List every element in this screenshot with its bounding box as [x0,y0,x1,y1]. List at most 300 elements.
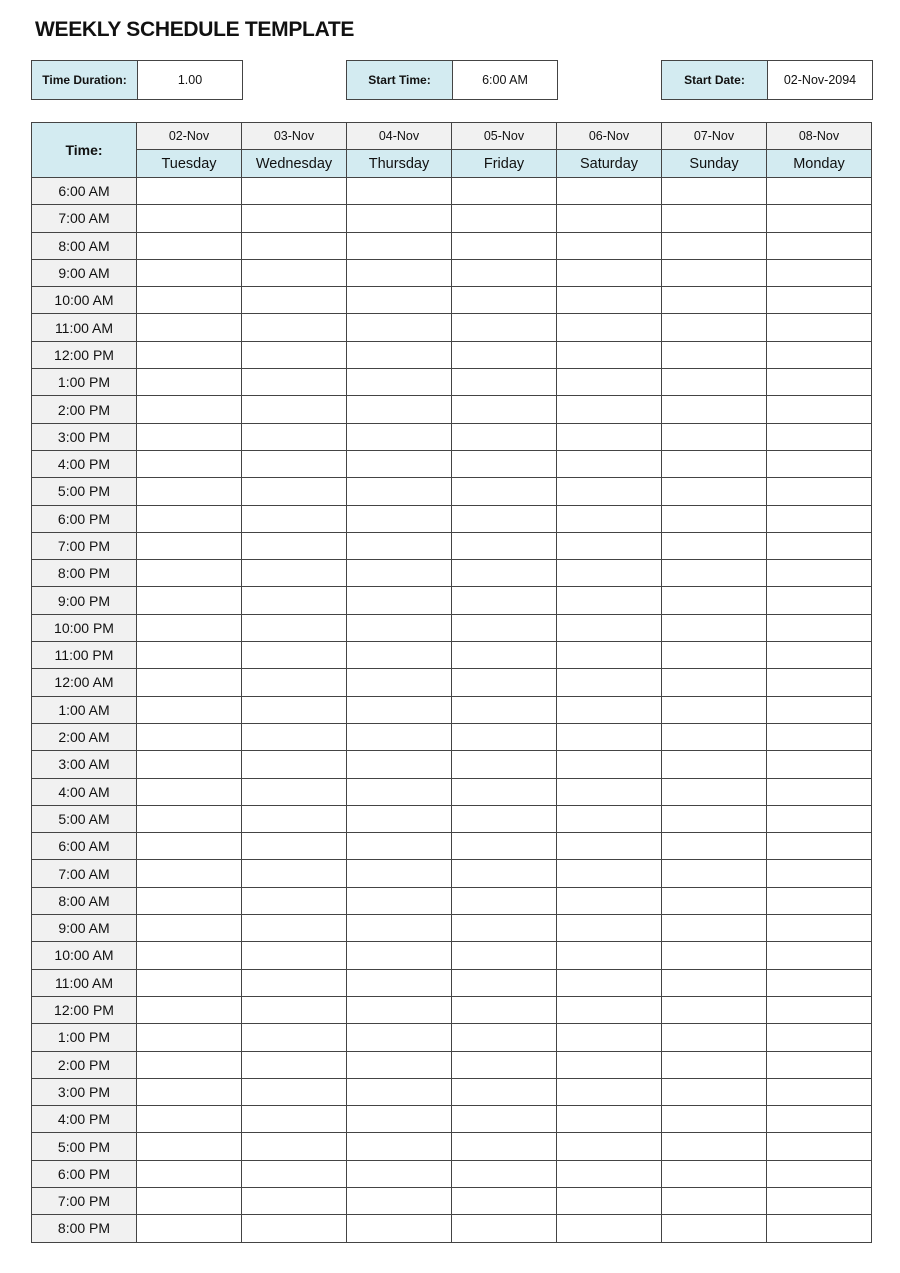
schedule-cell[interactable] [767,642,872,669]
schedule-cell[interactable] [767,314,872,341]
schedule-cell[interactable] [242,560,347,587]
schedule-cell[interactable] [137,642,242,669]
schedule-cell[interactable] [242,232,347,259]
schedule-cell[interactable] [662,942,767,969]
schedule-cell[interactable] [452,969,557,996]
schedule-cell[interactable] [452,642,557,669]
schedule-cell[interactable] [662,450,767,477]
table-row [32,969,872,996]
schedule-cell[interactable] [242,1078,347,1105]
schedule-cell[interactable] [557,314,662,341]
schedule-cell[interactable] [347,341,452,368]
schedule-cell[interactable] [137,560,242,587]
schedule-cell[interactable] [662,587,767,614]
schedule-cell[interactable] [137,723,242,750]
schedule-cell[interactable] [662,1051,767,1078]
schedule-cell[interactable] [767,178,872,205]
schedule-cell[interactable] [557,833,662,860]
schedule-cell[interactable] [452,450,557,477]
schedule-cell[interactable] [242,341,347,368]
schedule-cell[interactable] [242,723,347,750]
schedule-cell[interactable] [137,942,242,969]
schedule-cell[interactable] [242,314,347,341]
schedule-cell[interactable] [452,587,557,614]
schedule-cell[interactable] [662,1215,767,1242]
schedule-cell[interactable] [347,778,452,805]
schedule-cell[interactable] [242,505,347,532]
schedule-cell[interactable] [767,669,872,696]
schedule-cell[interactable] [137,1078,242,1105]
schedule-cell[interactable] [767,450,872,477]
schedule-cell[interactable] [662,532,767,559]
schedule-cell[interactable] [242,1133,347,1160]
day-header: Thursday [347,150,452,178]
schedule-cell[interactable] [242,669,347,696]
schedule-cell[interactable] [242,778,347,805]
schedule-cell[interactable] [767,915,872,942]
schedule-cell[interactable] [347,232,452,259]
schedule-cell[interactable] [347,450,452,477]
day-header: Friday [452,150,557,178]
schedule-cell[interactable] [137,450,242,477]
schedule-cell[interactable] [767,833,872,860]
schedule-cell[interactable] [452,1215,557,1242]
schedule-cell[interactable] [557,860,662,887]
schedule-cell[interactable] [137,614,242,641]
schedule-cell[interactable] [347,423,452,450]
schedule-cell[interactable] [137,1215,242,1242]
table-row [32,587,872,614]
schedule-cell[interactable] [557,942,662,969]
schedule-cell[interactable] [242,1215,347,1242]
schedule-cell[interactable] [557,259,662,286]
schedule-cell[interactable] [242,369,347,396]
date-header: 06-Nov [557,123,662,150]
schedule-cell[interactable] [242,1160,347,1187]
schedule-cell[interactable] [452,1133,557,1160]
schedule-cell[interactable] [557,696,662,723]
schedule-cell[interactable] [137,669,242,696]
schedule-cell[interactable] [242,478,347,505]
start-date-value[interactable]: 02-Nov-2094 [768,61,872,99]
schedule-cell[interactable] [137,178,242,205]
day-header: Monday [767,150,872,178]
table-row [32,232,872,259]
schedule-cell[interactable] [347,614,452,641]
schedule-cell[interactable] [767,1133,872,1160]
schedule-cell[interactable] [137,505,242,532]
schedule-cell[interactable] [242,178,347,205]
schedule-cell[interactable] [347,532,452,559]
schedule-cell[interactable] [452,723,557,750]
schedule-cell[interactable] [662,1187,767,1214]
schedule-cell[interactable] [242,887,347,914]
schedule-cell[interactable] [242,450,347,477]
schedule-cell[interactable] [767,369,872,396]
schedule-cell[interactable] [557,1187,662,1214]
schedule-cell[interactable] [557,969,662,996]
schedule-cell[interactable] [347,805,452,832]
schedule-cell[interactable] [347,205,452,232]
schedule-cell[interactable] [662,614,767,641]
schedule-cell[interactable] [767,778,872,805]
schedule-cell[interactable] [347,314,452,341]
schedule-cell[interactable] [347,915,452,942]
schedule-cell[interactable] [347,1133,452,1160]
schedule-cell[interactable] [452,751,557,778]
schedule-cell[interactable] [452,287,557,314]
schedule-cell[interactable] [662,751,767,778]
schedule-cell[interactable] [242,1187,347,1214]
schedule-cell[interactable] [767,614,872,641]
schedule-cell[interactable] [242,614,347,641]
schedule-cell[interactable] [137,1051,242,1078]
schedule-cell[interactable] [767,751,872,778]
time-slot-label: 6:00 PM [32,505,137,532]
schedule-cell[interactable] [557,178,662,205]
schedule-cell[interactable] [662,1024,767,1051]
schedule-cell[interactable] [242,969,347,996]
schedule-cell[interactable] [557,205,662,232]
time-slot-label: 5:00 PM [32,1133,137,1160]
schedule-cell[interactable] [662,341,767,368]
schedule-cell[interactable] [347,669,452,696]
schedule-cell[interactable] [767,1078,872,1105]
schedule-cell[interactable] [662,1106,767,1133]
schedule-cell[interactable] [557,1160,662,1187]
schedule-cell[interactable] [557,1106,662,1133]
schedule-cell[interactable] [347,587,452,614]
schedule-cell[interactable] [767,1215,872,1242]
schedule-cell[interactable] [557,751,662,778]
schedule-cell[interactable] [452,259,557,286]
schedule-cell[interactable] [557,1215,662,1242]
schedule-cell[interactable] [347,860,452,887]
schedule-cell[interactable] [137,478,242,505]
schedule-cell[interactable] [452,996,557,1023]
schedule-cell[interactable] [767,396,872,423]
schedule-cell[interactable] [452,614,557,641]
schedule-cell[interactable] [347,396,452,423]
schedule-cell[interactable] [452,1187,557,1214]
schedule-cell[interactable] [662,1160,767,1187]
schedule-cell[interactable] [242,860,347,887]
schedule-cell[interactable] [557,996,662,1023]
schedule-cell[interactable] [137,232,242,259]
schedule-cell[interactable] [767,287,872,314]
schedule-cell[interactable] [662,996,767,1023]
schedule-cell[interactable] [767,205,872,232]
schedule-cell[interactable] [137,532,242,559]
schedule-cell[interactable] [242,696,347,723]
schedule-cell[interactable] [767,942,872,969]
schedule-cell[interactable] [452,778,557,805]
schedule-cell[interactable] [452,942,557,969]
schedule-cell[interactable] [662,696,767,723]
schedule-cell[interactable] [662,969,767,996]
schedule-cell[interactable] [557,805,662,832]
schedule-cell[interactable] [137,969,242,996]
schedule-cell[interactable] [347,887,452,914]
schedule-cell[interactable] [767,805,872,832]
schedule-cell[interactable] [767,587,872,614]
schedule-cell[interactable] [242,996,347,1023]
schedule-cell[interactable] [662,178,767,205]
schedule-cell[interactable] [452,341,557,368]
schedule-cell[interactable] [662,887,767,914]
schedule-cell[interactable] [242,1024,347,1051]
schedule-cell[interactable] [347,287,452,314]
start-date-label: Start Date: [662,61,768,99]
schedule-cell[interactable] [557,478,662,505]
schedule-cell[interactable] [137,314,242,341]
schedule-cell[interactable] [767,723,872,750]
schedule-cell[interactable] [242,587,347,614]
schedule-cell[interactable] [137,833,242,860]
schedule-cell[interactable] [557,1078,662,1105]
schedule-cell[interactable] [137,287,242,314]
schedule-cell[interactable] [242,642,347,669]
schedule-cell[interactable] [347,369,452,396]
schedule-cell[interactable] [662,915,767,942]
schedule-cell[interactable] [347,996,452,1023]
schedule-cell[interactable] [557,450,662,477]
schedule-cell[interactable] [347,1051,452,1078]
schedule-cell[interactable] [137,341,242,368]
schedule-cell[interactable] [767,860,872,887]
schedule-cell[interactable] [662,1133,767,1160]
time-slot-label: 6:00 PM [32,1160,137,1187]
schedule-cell[interactable] [452,696,557,723]
schedule-cell[interactable] [767,1051,872,1078]
schedule-cell[interactable] [767,259,872,286]
schedule-cell[interactable] [242,915,347,942]
schedule-cell[interactable] [557,341,662,368]
schedule-cell[interactable] [767,1024,872,1051]
schedule-cell[interactable] [137,259,242,286]
schedule-cell[interactable] [137,423,242,450]
schedule-cell[interactable] [242,1051,347,1078]
time-slot-label: 9:00 AM [32,259,137,286]
schedule-cell[interactable] [452,205,557,232]
schedule-cell[interactable] [347,1187,452,1214]
schedule-cell[interactable] [557,587,662,614]
schedule-cell[interactable] [137,996,242,1023]
schedule-cell[interactable] [662,259,767,286]
schedule-cell[interactable] [452,833,557,860]
schedule-cell[interactable] [242,205,347,232]
schedule-cell[interactable] [557,287,662,314]
schedule-cell[interactable] [767,232,872,259]
schedule-cell[interactable] [452,805,557,832]
schedule-cell[interactable] [452,1024,557,1051]
schedule-cell[interactable] [767,505,872,532]
schedule-cell[interactable] [347,1160,452,1187]
schedule-cell[interactable] [452,505,557,532]
schedule-cell[interactable] [557,396,662,423]
date-header: 02-Nov [137,123,242,150]
schedule-cell[interactable] [347,1024,452,1051]
schedule-cell[interactable] [452,1078,557,1105]
schedule-cell[interactable] [242,1106,347,1133]
schedule-cell[interactable] [452,1106,557,1133]
time-slot-label: 4:00 AM [32,778,137,805]
schedule-cell[interactable] [662,1078,767,1105]
schedule-cell[interactable] [137,887,242,914]
schedule-cell[interactable] [662,805,767,832]
schedule-cell[interactable] [767,996,872,1023]
schedule-cell[interactable] [347,1215,452,1242]
schedule-cell[interactable] [557,669,662,696]
schedule-cell[interactable] [347,259,452,286]
schedule-cell[interactable] [347,1078,452,1105]
schedule-cell[interactable] [662,642,767,669]
schedule-cell[interactable] [452,423,557,450]
schedule-cell[interactable] [662,396,767,423]
schedule-cell[interactable] [137,1160,242,1187]
schedule-cell[interactable] [242,396,347,423]
schedule-cell[interactable] [662,505,767,532]
schedule-cell[interactable] [557,887,662,914]
schedule-cell[interactable] [452,560,557,587]
schedule-cell[interactable] [242,287,347,314]
schedule-cell[interactable] [347,723,452,750]
time-slot-label: 9:00 PM [32,587,137,614]
schedule-cell[interactable] [347,942,452,969]
schedule-cell[interactable] [767,423,872,450]
schedule-cell[interactable] [137,805,242,832]
schedule-cell[interactable] [242,532,347,559]
table-row [32,996,872,1023]
schedule-cell[interactable] [557,532,662,559]
time-slot-label: 4:00 PM [32,1106,137,1133]
schedule-cell[interactable] [242,751,347,778]
schedule-cell[interactable] [347,751,452,778]
schedule-cell[interactable] [137,1133,242,1160]
schedule-cell[interactable] [347,969,452,996]
schedule-cell[interactable] [767,1187,872,1214]
schedule-cell[interactable] [767,696,872,723]
schedule-cell[interactable] [557,232,662,259]
schedule-cell[interactable] [242,942,347,969]
schedule-cell[interactable] [557,778,662,805]
schedule-cell[interactable] [452,669,557,696]
schedule-cell[interactable] [452,1160,557,1187]
schedule-cell[interactable] [767,560,872,587]
schedule-cell[interactable] [557,560,662,587]
schedule-cell[interactable] [662,860,767,887]
schedule-cell[interactable] [767,478,872,505]
schedule-cell[interactable] [557,1051,662,1078]
schedule-cell[interactable] [662,314,767,341]
schedule-cell[interactable] [452,860,557,887]
schedule-cell[interactable] [137,1106,242,1133]
schedule-cell[interactable] [137,751,242,778]
schedule-cell[interactable] [662,723,767,750]
schedule-cell[interactable] [347,560,452,587]
schedule-cell[interactable] [242,423,347,450]
schedule-cell[interactable] [452,178,557,205]
schedule-cell[interactable] [662,369,767,396]
schedule-cell[interactable] [347,1106,452,1133]
schedule-cell[interactable] [347,505,452,532]
schedule-cell[interactable] [347,833,452,860]
time-slot-label: 1:00 PM [32,369,137,396]
schedule-cell[interactable] [137,860,242,887]
schedule-cell[interactable] [137,778,242,805]
schedule-cell[interactable] [662,669,767,696]
schedule-cell[interactable] [767,532,872,559]
schedule-cell[interactable] [242,259,347,286]
schedule-cell[interactable] [557,723,662,750]
schedule-cell[interactable] [452,887,557,914]
schedule-cell[interactable] [242,833,347,860]
start-time-value[interactable]: 6:00 AM [453,61,557,99]
schedule-cell[interactable] [452,915,557,942]
schedule-cell[interactable] [557,915,662,942]
schedule-cell[interactable] [767,969,872,996]
schedule-cell[interactable] [137,205,242,232]
schedule-cell[interactable] [767,887,872,914]
schedule-cell[interactable] [662,560,767,587]
schedule-cell[interactable] [452,314,557,341]
schedule-cell[interactable] [452,396,557,423]
schedule-cell[interactable] [452,532,557,559]
schedule-cell[interactable] [347,696,452,723]
date-header: 05-Nov [452,123,557,150]
schedule-cell[interactable] [662,423,767,450]
schedule-cell[interactable] [662,478,767,505]
schedule-cell[interactable] [347,642,452,669]
schedule-cell[interactable] [662,205,767,232]
schedule-cell[interactable] [347,178,452,205]
schedule-cell[interactable] [137,587,242,614]
schedule-cell[interactable] [452,232,557,259]
schedule-cell[interactable] [557,505,662,532]
schedule-cell[interactable] [557,642,662,669]
time-duration-value[interactable]: 1.00 [138,61,242,99]
time-slot-label: 10:00 AM [32,287,137,314]
schedule-cell[interactable] [137,1187,242,1214]
schedule-cell[interactable] [137,1024,242,1051]
schedule-cell[interactable] [347,478,452,505]
schedule-cell[interactable] [662,778,767,805]
schedule-cell[interactable] [767,341,872,368]
schedule-cell[interactable] [137,396,242,423]
schedule-cell[interactable] [137,915,242,942]
schedule-cell[interactable] [767,1106,872,1133]
schedule-cell[interactable] [662,833,767,860]
schedule-cell[interactable] [137,696,242,723]
schedule-cell[interactable] [557,423,662,450]
schedule-cell[interactable] [242,805,347,832]
schedule-cell[interactable] [452,478,557,505]
table-row [32,723,872,750]
schedule-cell[interactable] [557,1133,662,1160]
schedule-cell[interactable] [557,614,662,641]
schedule-cell[interactable] [767,1160,872,1187]
table-row [32,778,872,805]
schedule-cell[interactable] [662,287,767,314]
schedule-cell[interactable] [137,369,242,396]
schedule-cell[interactable] [662,232,767,259]
schedule-cell[interactable] [557,1024,662,1051]
schedule-cell[interactable] [557,369,662,396]
time-slot-label: 7:00 PM [32,1187,137,1214]
table-row [32,1051,872,1078]
schedule-cell[interactable] [452,369,557,396]
schedule-cell[interactable] [452,1051,557,1078]
